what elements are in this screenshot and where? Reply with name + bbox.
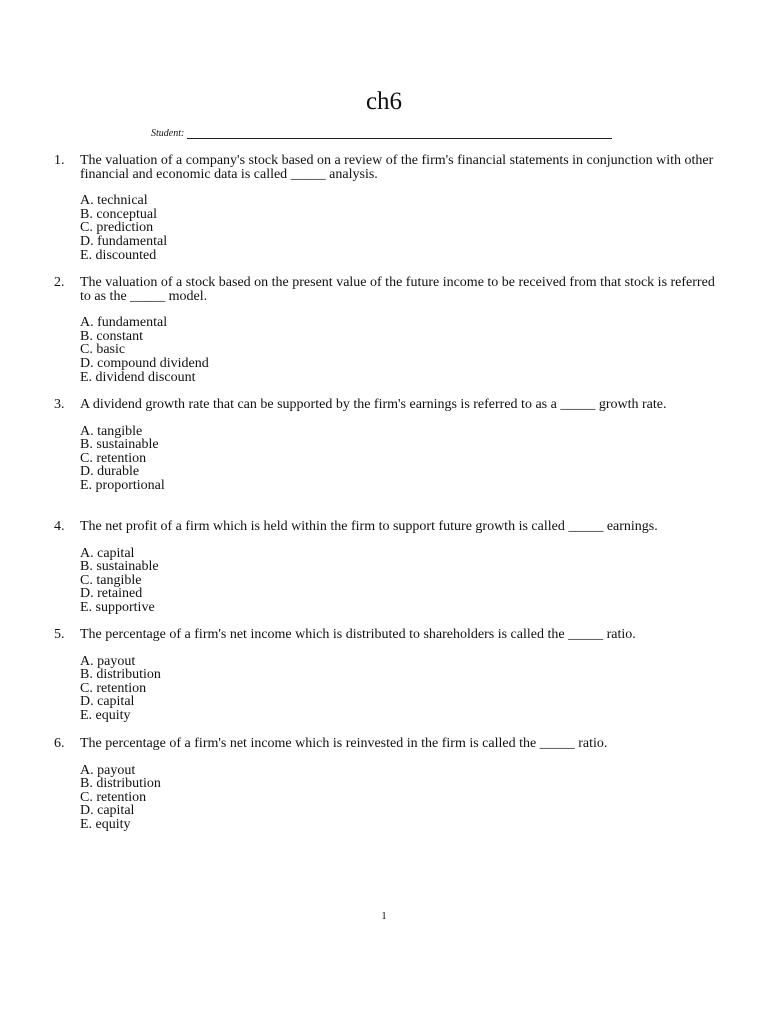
answer-option-e: E. equity — [80, 707, 131, 723]
question-number: 1. — [54, 153, 65, 168]
question-5 — [54, 628, 722, 723]
student-label: Student: — [151, 128, 185, 139]
question-number: 2. — [54, 275, 65, 290]
answer-option-e: E. supportive — [80, 599, 155, 615]
answer-option-b: B. constant — [80, 328, 143, 344]
question-number: 5. — [54, 627, 65, 642]
question-2 — [54, 276, 722, 384]
question-number: 3. — [54, 397, 65, 412]
answer-option-a: A. technical — [80, 193, 148, 209]
question-text: The percentage of a firm's net income which is distributed to shareholders is called the _____ ratio. — [80, 627, 636, 642]
answer-option-c: C. tangible — [80, 572, 142, 588]
answer-option-b: B. conceptual — [80, 206, 157, 222]
question-number: 6. — [54, 736, 65, 751]
answer-option-d: D. compound dividend — [80, 355, 209, 371]
answer-option-c: C. retention — [80, 680, 147, 696]
answer-option-e: E. equity — [80, 816, 131, 832]
answer-option-b: B. sustainable — [80, 437, 159, 453]
answer-options — [80, 425, 722, 493]
question-number: 4. — [54, 519, 65, 534]
answer-option-b: B. distribution — [80, 776, 161, 792]
answer-option-d: D. durable — [80, 464, 140, 480]
page-title: ch6 — [365, 88, 403, 115]
answer-option-c: C. prediction — [80, 220, 154, 236]
answer-option-a: A. payout — [80, 653, 136, 669]
answer-option-e: E. discounted — [80, 247, 157, 263]
answer-option-c: C. retention — [80, 789, 147, 805]
answer-option-d: D. capital — [80, 803, 135, 819]
answer-option-a: A. capital — [80, 545, 135, 561]
question-text: A dividend growth rate that can be supported by the firm's earnings is referred to as a _____ growth rate. — [80, 397, 667, 412]
answer-options — [80, 764, 722, 832]
question-6 — [54, 737, 722, 832]
page-number: 1 — [381, 910, 387, 922]
student-name-blank — [187, 128, 612, 139]
answer-option-e: E. dividend discount — [80, 369, 196, 385]
question-3 — [54, 398, 722, 493]
answer-option-d: D. fundamental — [80, 233, 168, 249]
question-text: The net profit of a firm which is held within the firm to support future growth is called _____ earnings. — [80, 519, 658, 534]
student-name-line — [151, 128, 621, 139]
answer-option-a: A. tangible — [80, 423, 143, 439]
question-text: The percentage of a firm's net income which is reinvested in the firm is called the _____ ratio. — [80, 736, 608, 751]
answer-options — [80, 316, 722, 384]
question-text: The valuation of a stock based on the present value of the future income to be received from that stock is referred to as the _____ model. — [80, 275, 715, 304]
answer-option-a: A. fundamental — [80, 315, 168, 331]
answer-option-d: D. capital — [80, 694, 135, 710]
answer-option-a: A. payout — [80, 762, 136, 778]
answer-option-c: C. basic — [80, 342, 126, 358]
answer-option-b: B. distribution — [80, 667, 161, 683]
answer-options — [80, 547, 722, 615]
answer-option-d: D. retained — [80, 586, 143, 602]
answer-options — [80, 194, 722, 262]
question-4 — [54, 520, 722, 615]
question-1 — [54, 154, 722, 262]
answer-option-e: E. proportional — [80, 477, 165, 493]
answer-option-c: C. retention — [80, 450, 147, 466]
answer-options — [80, 655, 722, 723]
answer-option-b: B. sustainable — [80, 559, 159, 575]
question-text: The valuation of a company's stock based on a review of the firm's financial statements in conjunction with other financial and economic data is called _____ analysis. — [80, 153, 714, 182]
